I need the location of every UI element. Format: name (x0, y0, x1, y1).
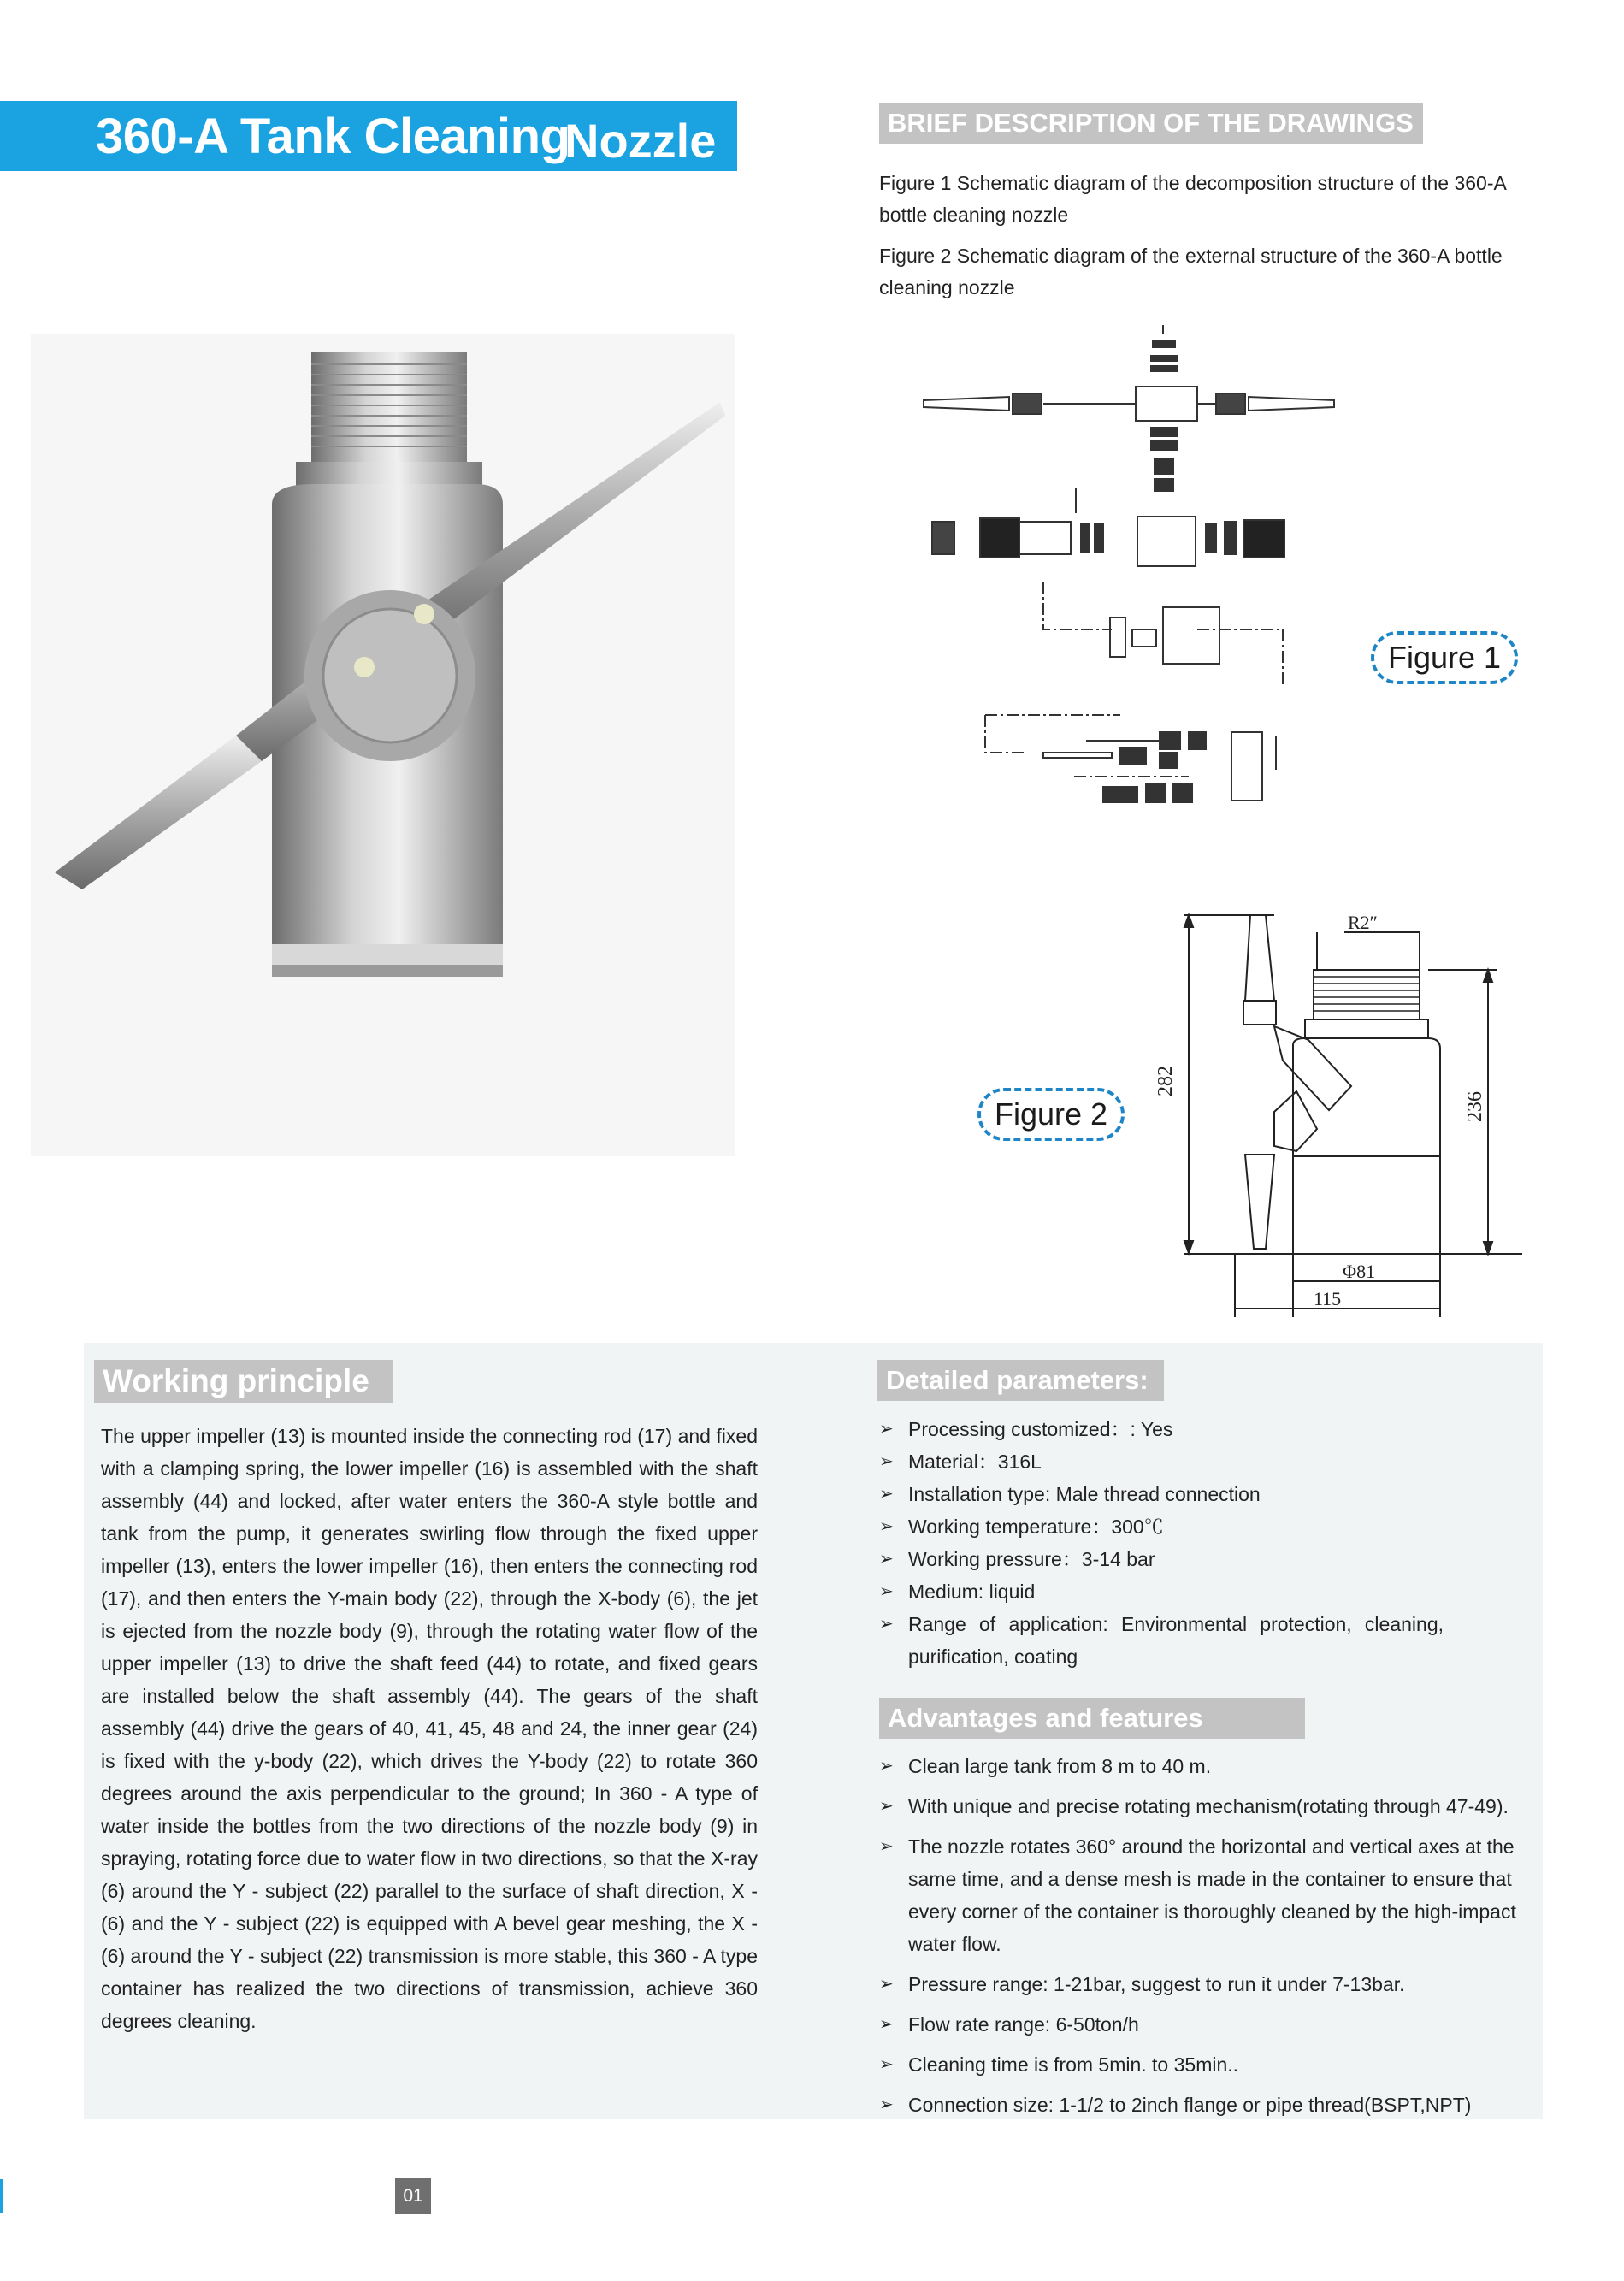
figure-1-label: Figure 1 (1371, 631, 1518, 684)
list-item: ➢ Processing customized：: Yes (879, 1413, 1444, 1445)
dim-height-body: 236 (1464, 1091, 1486, 1122)
exploded-view-svg (906, 308, 1351, 838)
bullet-arrow-icon: ➢ (879, 2095, 894, 2114)
list-item: ➢ Pressure range: 1-21bar, suggest to run it under 7-13bar. (879, 1968, 1521, 2000)
list-item: ➢ Cleaning time is from 5min. to 35min.. (879, 2048, 1521, 2081)
page-title-suffix: Nozzle (564, 114, 717, 168)
list-item: ➢ Material：316L (879, 1445, 1444, 1478)
list-item: ➢ The nozzle rotates 360° around the horizontal and vertical axes at the same time, and a dense mesh is made in the container to ensure that every corner of the container is thoroughly cleaned by the high-impact water flow. (879, 1830, 1521, 1960)
list-item: ➢ With unique and precise rotating mechanism(rotating through 47-49). (879, 1790, 1521, 1823)
exploded-view-drawing (906, 308, 1351, 838)
bullet-arrow-icon: ➢ (879, 1517, 894, 1536)
figure-2-label: Figure 2 (977, 1088, 1125, 1141)
page-edge-marker (0, 2179, 3, 2213)
bullet-arrow-icon: ➢ (879, 1420, 894, 1439)
bullet-arrow-icon: ➢ (879, 1797, 894, 1816)
bullet-arrow-icon: ➢ (879, 1615, 894, 1634)
brief-description-heading: BRIEF DESCRIPTION OF THE DRAWINGS (879, 103, 1423, 144)
bullet-arrow-icon: ➢ (879, 2055, 894, 2074)
list-item: ➢ Range of application: Environmental protection, cleaning, purification, coating (879, 1608, 1444, 1673)
bullet-arrow-icon: ➢ (879, 1975, 894, 1994)
list-item: ➢ Flow rate range: 6-50ton/h (879, 2008, 1521, 2041)
dim-height-total: 282 (1155, 1066, 1177, 1096)
advantages-heading: Advantages and features (879, 1698, 1305, 1739)
page-number: 01 (395, 2178, 431, 2214)
working-principle-heading: Working principle (94, 1360, 393, 1403)
working-principle-text: The upper impeller (13) is mounted inside the connecting rod (17) and fixed with a clamping spring, the lower impeller (16) is assembled with the shaft assembly (44) and locked, after water enters the 360-A style bottle and tank from the pump, it generates swirling flow through the fixed upper impeller (13), enters the lower impeller (16), then enters the connecting rod (17), and then enters the Y-main body (22), through the X-body (6), the jet is ejected from the nozzle body (9), through the rotating water flow of the upper impeller (13) to drive the shaft feed (44) to rotate, and fixed gears are installed below the shaft assembly (44). The gears of the shaft assembly (44) drive the gears of 40, 41, 45, 48 and 24, the inner gear (24) is fixed with the y-body (22), which drives the Y-body (22) to rotate 360 degrees around the axis perpendicular to the ground; In 360 - A type of water inside the bottles from the two directions of the nozzle body (9) in spraying, rotating force due to water flow in two directions, so that the X-ray (6) around the Y - subject (22) parallel to the surface of shaft direction, X - (6) and the Y - subject (22) is equipped with A bevel gear meshing, the X - (6) around the Y - subject (22) transmission is more stable, this 360 - A type container has realized the two directions of transmission, achieve 360 degrees cleaning. (101, 1425, 758, 2032)
figure-2-description: Figure 2 Schematic diagram of the external structure of the 360-A bottle cleaning nozzle (879, 245, 1503, 298)
bullet-arrow-icon: ➢ (879, 1837, 894, 1856)
advantages-list (879, 1750, 1521, 2129)
list-item: ➢ Medium: liquid (879, 1575, 1444, 1608)
nozzle-render (31, 334, 735, 1156)
title-banner (0, 101, 737, 171)
bullet-arrow-icon: ➢ (879, 1582, 894, 1601)
list-item: ➢ Working pressure：3-14 bar (879, 1543, 1444, 1575)
dim-width: 115 (1314, 1288, 1342, 1309)
bullet-arrow-icon: ➢ (879, 1550, 894, 1569)
dim-radius: R2″ (1348, 912, 1378, 933)
figure-1-description: Figure 1 Schematic diagram of the decomposition structure of the 360-A bottle cleaning nozzle (879, 172, 1506, 226)
bullet-arrow-icon: ➢ (879, 2015, 894, 2034)
bullet-arrow-icon: ➢ (879, 1485, 894, 1504)
dim-diameter: Φ81 (1343, 1261, 1376, 1282)
list-item: ➢ Clean large tank from 8 m to 40 m. (879, 1750, 1521, 1782)
dimensioned-drawing (1146, 898, 1522, 1326)
bullet-arrow-icon: ➢ (879, 1757, 894, 1776)
detailed-parameters-heading: Detailed parameters: (877, 1360, 1164, 1401)
list-item: ➢ Working temperature：300℃ (879, 1510, 1444, 1543)
list-item: ➢ Connection size: 1-1/2 to 2inch flange or pipe thread(BSPT,NPT) (879, 2089, 1521, 2121)
list-item: ➢ Installation type: Male thread connection (879, 1478, 1444, 1510)
parameters-list (879, 1413, 1444, 1673)
product-photo (31, 334, 735, 1156)
dimension-svg (1146, 898, 1522, 1326)
page-title: 360-A Tank Cleaning (96, 109, 570, 164)
bullet-arrow-icon: ➢ (879, 1452, 894, 1471)
